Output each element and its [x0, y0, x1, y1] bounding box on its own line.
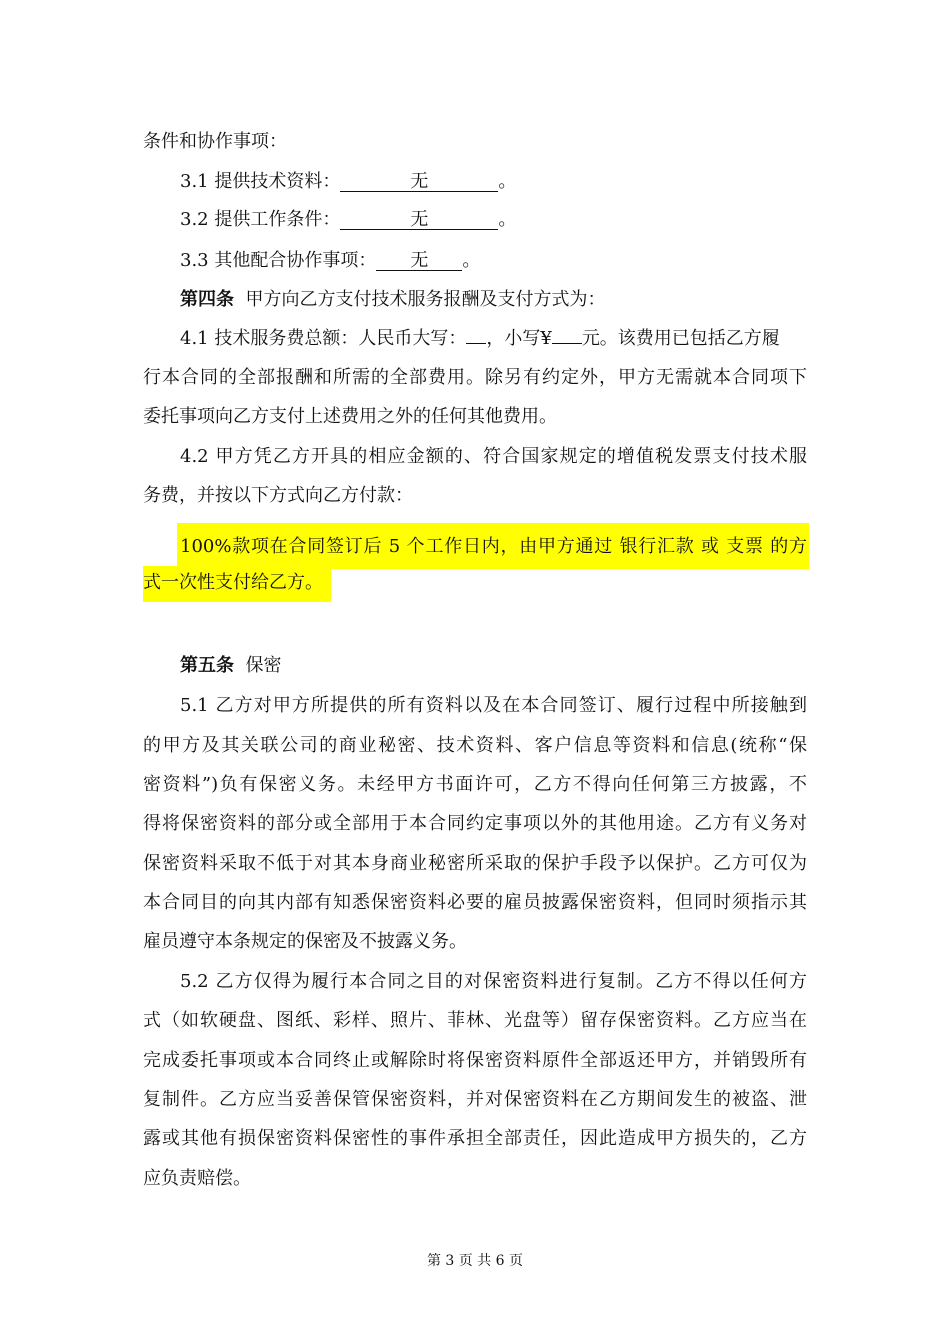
clause-5-2-line: 应负责赔偿。: [143, 1168, 251, 1189]
article-title: 第四条: [180, 289, 234, 310]
clause-5-1-line: 得将保密资料的部分或全部用于本合同约定事项以外的其他用途。乙方有义务对: [143, 813, 807, 834]
clause-text: 4.1 技术服务费总额：人民币大写：: [180, 328, 467, 349]
clause-4-1-line3: 委托事项向乙方支付上述费用之外的任何其他费用。: [143, 406, 557, 427]
article-text: 甲方向乙方支付技术服务报酬及支付方式为：: [245, 289, 606, 310]
clause-end: 。: [462, 250, 481, 271]
clause-5-1-line: 密资料”)负有保密义务。未经甲方书面许可，乙方不得向任何第三方披露，不: [143, 774, 807, 795]
text-line: 条件和协作事项：: [143, 131, 287, 152]
clause-text: ，小写¥: [486, 328, 552, 349]
clause-5-2-line: 复制件。乙方应当妥善保管保密资料，并对保密资料在乙方期间发生的被盗、泄: [143, 1089, 807, 1110]
clause-4-2-line2: 务费，并按以下方式向乙方付款：: [143, 485, 413, 506]
clause-5-2-line: 完成委托事项或本合同终止或解除时将保密资料原件全部返还甲方，并销毁所有: [143, 1050, 807, 1071]
clause-end: 。: [498, 209, 517, 230]
page-footer: 第 3 页 共 6 页: [426, 1253, 524, 1269]
clause-4-2-line1: 4.2 甲方凭乙方开具的相应金额的、符合国家规定的增值税发票支付技术服: [180, 446, 807, 467]
clause-5-1-line: 本合同目的向其内部有知悉保密资料必要的雇员披露保密资料，但同时须指示其: [143, 892, 807, 913]
clause-text: 元。该费用已包括乙方履: [581, 328, 780, 349]
clause-5-2-line: 5.2 乙方仅得为履行本合同之目的对保密资料进行复制。乙方不得以任何方: [180, 971, 807, 992]
amount-number-blank: [552, 343, 582, 344]
payment-method-line1: 100%款项在合同签订后 5 个工作日内，由甲方通过 银行汇款 或 支票 的方: [180, 536, 807, 557]
article-4-heading: [180, 290, 605, 310]
clause-5-1-line: 雇员遵守本条规定的保密及不披露义务。: [143, 931, 467, 952]
payment-method-line2: 式一次性支付给乙方。: [143, 572, 323, 593]
clause-label: 3.1 提供技术资料：: [180, 171, 341, 192]
fill-blank: 无: [376, 252, 462, 271]
fill-blank: 无: [340, 211, 498, 230]
fill-blank: 无: [340, 173, 498, 192]
clause-4-1-line1: [180, 329, 780, 349]
article-text: 保密: [245, 655, 282, 676]
article-5-heading: [180, 656, 281, 676]
clause-5-1-line: 的甲方及其关联公司的商业秘密、技术资料、客户信息等资料和信息(统称“保: [143, 735, 807, 756]
clause-5-1-line: 保密资料采取不低于对其本身商业秘密所采取的保护手段予以保护。乙方可仅为: [143, 853, 807, 874]
clause-4-1-line2: 行本合同的全部报酬和所需的全部费用。除另有约定外，甲方无需就本合同项下: [143, 367, 807, 388]
clause-label: 3.2 提供工作条件：: [180, 209, 341, 230]
clause-5-1-line: 5.1 乙方对甲方所提供的所有资料以及在本合同签订、履行过程中所接触到: [180, 695, 807, 716]
clause-5-2-line: 露或其他有损保密资料保密性的事件承担全部责任，因此造成甲方损失的，乙方: [143, 1128, 807, 1149]
amount-words-blank: [466, 343, 486, 344]
clause-3-1: [180, 172, 516, 192]
clause-label: 3.3 其他配合协作事项：: [180, 250, 377, 271]
clause-end: 。: [498, 171, 517, 192]
clause-5-2-line: 式（如软硬盘、图纸、彩样、照片、菲林、光盘等）留存保密资料。乙方应当在: [143, 1010, 807, 1031]
clause-3-3: [180, 251, 480, 271]
clause-3-2: [180, 210, 516, 230]
article-title: 第五条: [180, 655, 234, 676]
